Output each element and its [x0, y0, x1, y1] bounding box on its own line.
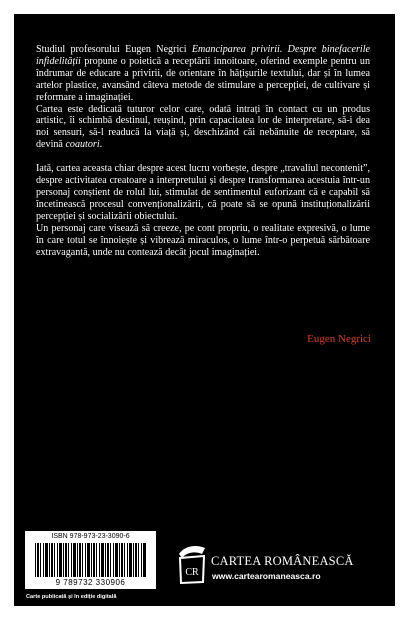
- paragraph-1: [36, 44, 370, 104]
- barcode-icon: [35, 543, 146, 577]
- paragraph-2-run-1: Cartea este dedicată tuturor celor care, odată intrați în contact cu un produs artistic, îi schimbă destinul, reușind, prin capacitatea lor de interpretare, să-i dea noi sensuri, să-l readucă la viață și, deschizând căi nebănuite de receptare, să devină: [36, 103, 370, 151]
- barcode-box: [25, 531, 156, 589]
- publisher-logo-icon: [176, 544, 208, 586]
- paragraph-3: [36, 163, 370, 223]
- paragraph-1-run-3: propune o poietică a receptării innoitoare, oferind exemple pentru un îndrumar de educare a privirii, de orientare în hățișurile textului, dar și în lumea artelor plastice, avansând câteva metode de stimulare a percepției, de cultivare și reformare a imaginației.: [36, 55, 370, 103]
- digital-edition-note: Carte publicată și în ediție digitală: [26, 594, 117, 600]
- publisher-name: CARTEA ROMÂNEASCĂ: [211, 554, 354, 568]
- publisher-url: www.cartearomaneasca.ro: [212, 571, 321, 581]
- isbn-text: ISBN 978-973-23-3090-6: [51, 533, 130, 540]
- paragraph-2: [36, 104, 370, 152]
- paragraph-4-run-1: Un personaj care visează să creeze, pe cont propriu, o realitate expresivă, o lume în care totul se înnoiește și vibrează miraculos, o lume într-o perpetuă sărbătoare extravagantă, unde nu contează decât jocul imaginației.: [36, 222, 370, 258]
- author-signature: Eugen Negrici: [307, 333, 371, 345]
- barcode-digits: 9 789732 330906: [55, 578, 126, 587]
- paragraph-gap: [36, 151, 370, 163]
- paragraph-1-book-title: Emanciparea privirii. Despre binefacerile infidelității: [36, 44, 371, 67]
- back-cover: [14, 14, 395, 606]
- paragraph-1-run-1: Studiul profesorului Eugen Negrici: [36, 44, 192, 55]
- paragraph-4: [36, 223, 370, 259]
- publisher-logo-letters: CR: [185, 567, 199, 578]
- paragraph-2-coautori: coautori: [65, 139, 100, 151]
- blurb-text: [36, 44, 370, 258]
- paragraph-3-run-1: Iată, cartea aceasta chiar despre acest lucru vorbește, despre „travaliul necontenit”, despre activitatea creatoare a interpretului și despre transformarea acestuia într-un personaj conștient de rolul lui, stimulat de sentimentul euforizant că e capabil să încetinească procesul convenționalizării, că poate să se opună instituționalizării percepției și socializării obiectului.: [36, 163, 370, 222]
- paragraph-2-run-3: .: [99, 139, 103, 151]
